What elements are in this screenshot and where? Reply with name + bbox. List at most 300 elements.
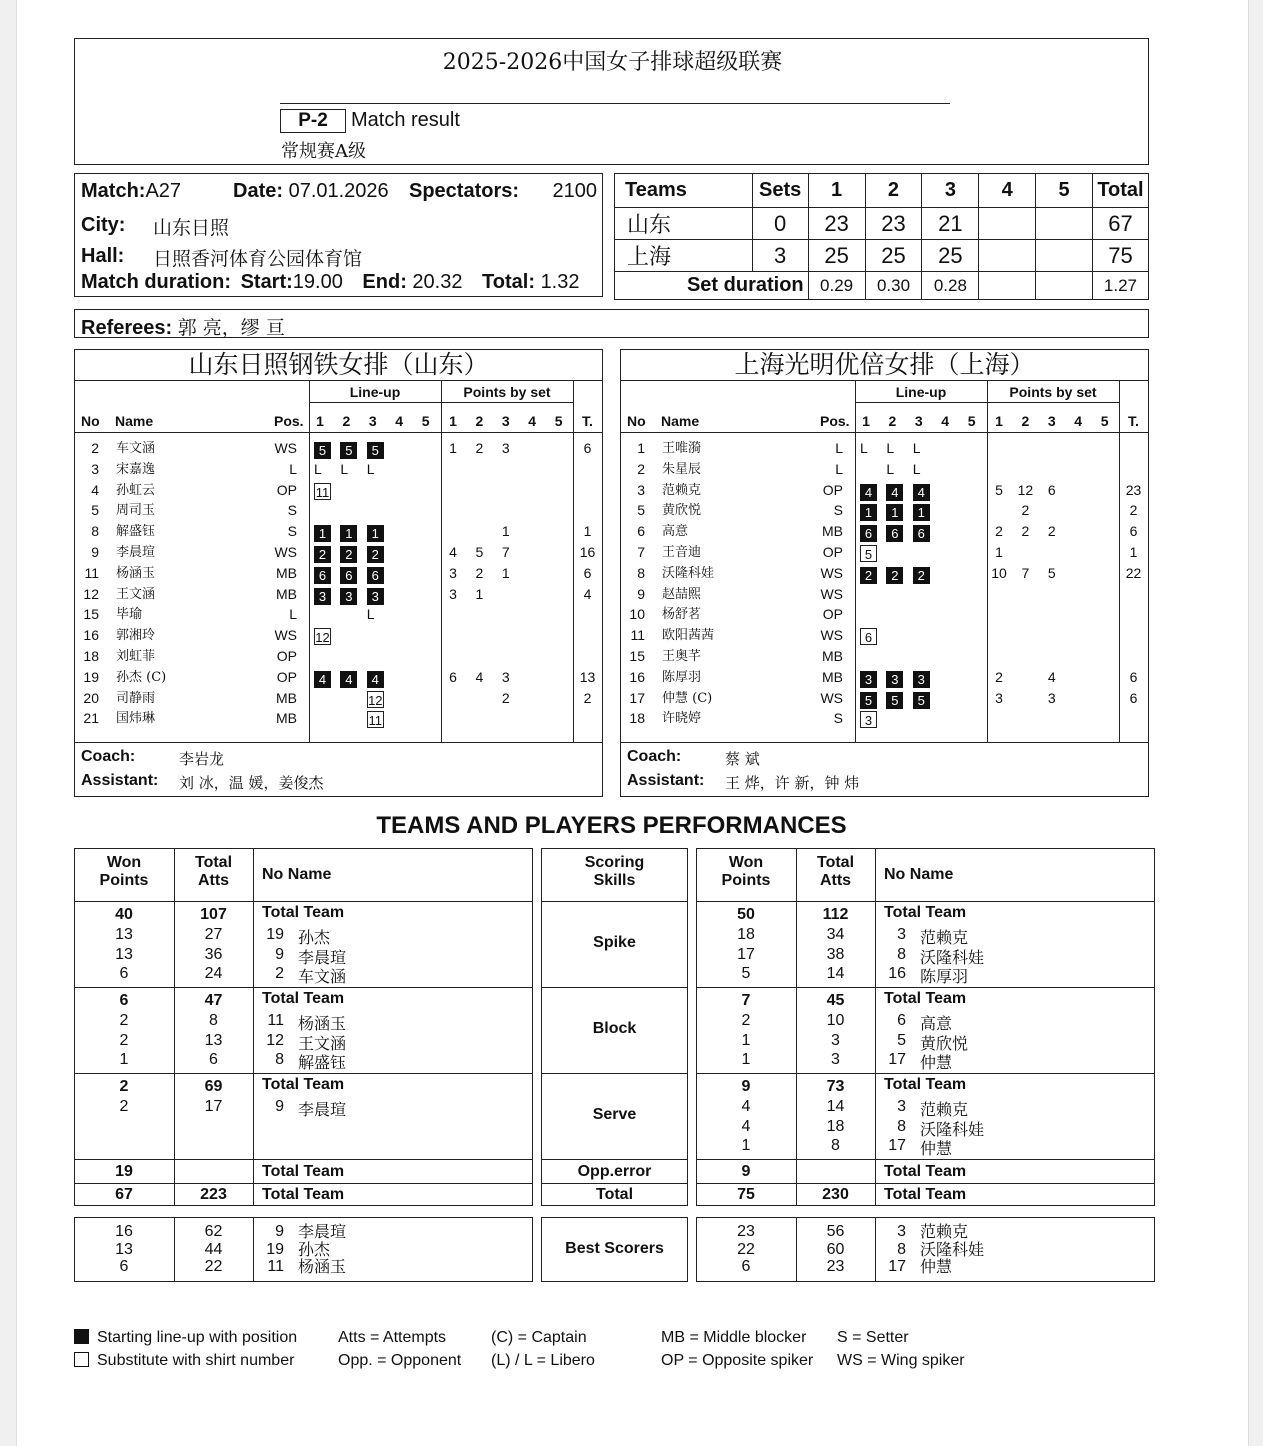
starting-position-box: 3 bbox=[314, 588, 331, 605]
player-total-points: 1 bbox=[583, 523, 592, 540]
best-shirt-number: 3 bbox=[897, 1223, 906, 1240]
player-row bbox=[621, 542, 1148, 563]
player-name: 李晨瑄 bbox=[298, 1100, 347, 1119]
player-name: 王唯漪 bbox=[662, 441, 702, 456]
opp-error-points: 9 bbox=[741, 1163, 751, 1180]
legend-mb: MB = Middle blocker bbox=[661, 1329, 807, 1346]
team-won-points: 40 bbox=[115, 906, 133, 923]
player-name: 刘虹菲 bbox=[116, 649, 156, 664]
set-points: 5 bbox=[1047, 564, 1056, 581]
best-shirt-number: 9 bbox=[275, 1223, 284, 1240]
player-total-points: 6 bbox=[583, 440, 592, 456]
row-divider bbox=[74, 1073, 533, 1074]
set-points: 2 bbox=[475, 440, 484, 456]
best-player-name: 孙杰 bbox=[298, 1239, 331, 1259]
starting-position-box: 4 bbox=[886, 484, 903, 501]
player-total-points: 2 bbox=[1129, 502, 1138, 519]
player-row bbox=[621, 646, 1148, 667]
result-total: 67 bbox=[1092, 208, 1148, 240]
date-line bbox=[233, 180, 389, 203]
points-set-col: 1 bbox=[995, 413, 1003, 429]
starting-position-box: 4 bbox=[860, 484, 877, 501]
player-row bbox=[621, 688, 1148, 709]
lineup-libero: L bbox=[912, 460, 921, 477]
substitute-number-box: 11 bbox=[315, 484, 330, 500]
roster-title-rule bbox=[75, 380, 602, 381]
roster-bottom-rule bbox=[75, 742, 602, 743]
player-name: 解盛钰 bbox=[298, 1053, 347, 1072]
match-label: Match: bbox=[81, 180, 146, 202]
player-row bbox=[75, 438, 602, 459]
player-name: 陈厚羽 bbox=[920, 967, 969, 986]
total-value: 1.32 bbox=[540, 271, 580, 293]
player-total-points: 6 bbox=[1129, 523, 1138, 540]
player-name: 李晨瑄 bbox=[298, 947, 347, 967]
won-points-header: Won Points bbox=[721, 854, 771, 889]
result-team-name: 山东 bbox=[615, 208, 753, 240]
coach-name: 李岩龙 bbox=[179, 750, 225, 768]
player-row bbox=[621, 584, 1148, 605]
legend-starting bbox=[74, 1329, 297, 1347]
player-position: L bbox=[289, 606, 297, 623]
player-shirt-number: 9 bbox=[275, 945, 284, 963]
player-shirt-number: 6 bbox=[897, 1012, 906, 1029]
lineup-libero: L bbox=[314, 460, 322, 477]
roster-title-rule bbox=[621, 380, 1148, 381]
player-won-points: 1 bbox=[741, 1137, 751, 1154]
results-col-total: Total bbox=[1092, 174, 1148, 208]
starting-position-box: 2 bbox=[913, 567, 930, 584]
lineup-libero: L bbox=[340, 460, 349, 477]
player-shirt-number: 3 bbox=[897, 1098, 906, 1115]
starting-position-box: 6 bbox=[860, 525, 877, 542]
team-won-points: 50 bbox=[737, 906, 755, 923]
set-duration bbox=[979, 272, 1036, 300]
player-position: L bbox=[835, 440, 843, 456]
player-name: 仲慧 bbox=[920, 1139, 953, 1158]
best-won-points: 22 bbox=[737, 1240, 755, 1258]
starting-position-box: 5 bbox=[913, 692, 930, 709]
player-row bbox=[621, 604, 1148, 625]
player-number: 4 bbox=[91, 481, 99, 498]
lineup-set-col: 4 bbox=[395, 413, 404, 429]
player-number: 11 bbox=[84, 564, 99, 581]
player-position: OP bbox=[822, 544, 843, 560]
player-name: 范赖克 bbox=[920, 1100, 969, 1119]
player-position: MB bbox=[276, 710, 297, 727]
player-won-points: 4 bbox=[741, 1117, 751, 1135]
best-total-atts: 60 bbox=[826, 1240, 845, 1258]
player-shirt-number: 16 bbox=[888, 965, 906, 982]
starting-position-box: 6 bbox=[913, 525, 930, 542]
set-duration: 0.28 bbox=[922, 272, 979, 300]
player-total-points: 6 bbox=[583, 564, 592, 581]
player-total-atts: 8 bbox=[831, 1137, 840, 1154]
result-set-score: 23 bbox=[808, 208, 865, 240]
player-number: 5 bbox=[91, 502, 99, 519]
row-divider bbox=[541, 1183, 688, 1184]
total-team-label: Total Team bbox=[262, 990, 345, 1007]
row-divider bbox=[74, 901, 533, 902]
player-name: 仲慧 (C) bbox=[662, 690, 713, 706]
lineup-libero: L bbox=[366, 460, 375, 477]
starting-position-box: 1 bbox=[886, 504, 903, 521]
player-number: 2 bbox=[91, 440, 99, 456]
total-atts-header: Total Atts bbox=[194, 854, 233, 889]
points-by-set-header: Points by set bbox=[463, 384, 551, 400]
player-shirt-number: 8 bbox=[275, 1051, 284, 1068]
starting-position-box: 6 bbox=[314, 567, 331, 584]
page-title: 2025-2026中国女子排球超级联赛 bbox=[442, 50, 783, 75]
result-set-score: 23 bbox=[865, 208, 922, 240]
player-row bbox=[621, 625, 1148, 646]
starting-position-box: 4 bbox=[913, 484, 930, 501]
player-total-atts: 14 bbox=[826, 1098, 845, 1115]
player-row bbox=[75, 708, 602, 729]
end-value: 20.32 bbox=[412, 271, 463, 293]
starting-position-box: 2 bbox=[340, 546, 357, 563]
starting-position-box: 6 bbox=[367, 567, 384, 584]
set-points: 2 bbox=[1047, 523, 1056, 540]
player-row bbox=[621, 480, 1148, 501]
referees-line bbox=[81, 313, 285, 340]
total-team-label: Total Team bbox=[262, 1186, 345, 1203]
player-row bbox=[621, 563, 1148, 584]
player-won-points: 1 bbox=[119, 1051, 129, 1068]
col-total: T. bbox=[1128, 413, 1139, 429]
player-row bbox=[621, 521, 1148, 542]
right-margin bbox=[1247, 0, 1263, 1446]
performance-title: TEAMS AND PLAYERS PERFORMANCES bbox=[376, 812, 847, 839]
result-set-score: 21 bbox=[922, 208, 979, 240]
result-total: 75 bbox=[1092, 240, 1148, 272]
player-total-atts: 3 bbox=[831, 1031, 840, 1049]
player-name: 王文涵 bbox=[298, 1033, 347, 1053]
lineup-set-col: 2 bbox=[888, 413, 897, 429]
starting-position-box: 1 bbox=[913, 504, 930, 521]
starting-square-icon bbox=[74, 1329, 89, 1344]
lineup-header: Line-up bbox=[895, 384, 947, 400]
player-total-atts: 24 bbox=[204, 965, 223, 982]
team-won-points: 9 bbox=[741, 1078, 751, 1095]
points-set-col: 3 bbox=[501, 413, 510, 429]
player-total-atts: 38 bbox=[826, 945, 845, 963]
team-total-atts: 45 bbox=[826, 992, 845, 1009]
player-name: 王奥芊 bbox=[662, 649, 702, 664]
player-shirt-number: 8 bbox=[897, 1117, 906, 1135]
player-total-atts: 17 bbox=[204, 1098, 223, 1115]
player-row bbox=[75, 500, 602, 521]
lineup-libero: L bbox=[860, 440, 868, 456]
player-won-points: 17 bbox=[737, 945, 755, 963]
results-col-sets: Sets bbox=[752, 174, 808, 208]
best-player-name: 李晨瑄 bbox=[298, 1222, 347, 1241]
player-won-points: 1 bbox=[741, 1031, 751, 1049]
set-points: 7 bbox=[501, 544, 510, 560]
lineup-set-col: 2 bbox=[342, 413, 351, 429]
player-number: 6 bbox=[637, 523, 645, 540]
legend-libero: (L) / L = Libero bbox=[491, 1352, 595, 1369]
starting-position-box: 2 bbox=[886, 567, 903, 584]
player-name: 解盛钰 bbox=[116, 524, 156, 540]
substitute-number-box: 12 bbox=[368, 692, 383, 708]
roster-header-rule bbox=[75, 432, 602, 433]
player-name: 高意 bbox=[920, 1014, 953, 1033]
total-label: Total bbox=[595, 1186, 634, 1203]
player-position: WS bbox=[274, 440, 297, 456]
player-position: WS bbox=[820, 689, 843, 706]
set-points: 4 bbox=[449, 544, 457, 560]
starting-position-box: 2 bbox=[367, 546, 384, 563]
set-duration-total: 1.27 bbox=[1092, 272, 1148, 300]
set-points: 4 bbox=[1047, 668, 1056, 685]
player-row bbox=[621, 438, 1148, 459]
player-number: 3 bbox=[637, 481, 645, 498]
col-no: No bbox=[81, 413, 100, 429]
best-won-points: 23 bbox=[737, 1223, 755, 1240]
lineup-libero: L bbox=[886, 460, 895, 477]
set-points: 7 bbox=[1021, 564, 1030, 581]
total-team-label: Total Team bbox=[262, 1076, 345, 1093]
row-divider bbox=[696, 1159, 1155, 1160]
result-set-score: 25 bbox=[865, 240, 922, 272]
starting-position-box: 3 bbox=[860, 671, 877, 688]
set-points: 2 bbox=[1021, 523, 1030, 540]
player-position: WS bbox=[820, 627, 843, 644]
player-shirt-number: 3 bbox=[897, 926, 906, 943]
total-team-label: Total Team bbox=[884, 1186, 967, 1203]
player-shirt-number: 2 bbox=[275, 965, 284, 982]
results-row-team-b bbox=[615, 240, 1149, 272]
lineup-cell bbox=[367, 710, 384, 731]
best-player-name: 沃隆科娃 bbox=[920, 1239, 985, 1259]
player-total-points: 6 bbox=[1129, 689, 1138, 706]
player-position: MB bbox=[276, 564, 297, 581]
player-total-atts: 27 bbox=[204, 926, 223, 943]
col-no: No bbox=[627, 413, 646, 429]
row-divider bbox=[696, 1073, 1155, 1074]
date-value: 07.01.2026 bbox=[288, 180, 389, 202]
best-total-atts: 23 bbox=[826, 1258, 845, 1275]
player-won-points: 18 bbox=[737, 926, 755, 943]
set-duration: 0.29 bbox=[808, 272, 865, 300]
best-player-name: 仲慧 bbox=[920, 1257, 953, 1276]
player-name: 杨涵玉 bbox=[116, 565, 156, 581]
player-name: 王音迪 bbox=[662, 545, 702, 560]
skill-name: Serve bbox=[592, 1106, 637, 1123]
player-total-points: 4 bbox=[583, 585, 592, 602]
player-row bbox=[75, 646, 602, 667]
player-row bbox=[75, 480, 602, 501]
player-name: 仲慧 bbox=[920, 1053, 953, 1072]
set-points: 3 bbox=[449, 564, 457, 581]
player-name: 孙虹云 bbox=[116, 482, 156, 498]
player-name: 范赖克 bbox=[662, 482, 702, 498]
team-b-roster bbox=[620, 349, 1149, 797]
player-position: OP bbox=[276, 668, 297, 685]
set-duration bbox=[1036, 272, 1093, 300]
best-scorers-divider bbox=[875, 1217, 876, 1282]
row-divider bbox=[541, 901, 688, 902]
points-set-col: 4 bbox=[1074, 413, 1083, 429]
player-name: 宋嘉逸 bbox=[116, 461, 156, 477]
starting-position-box: 5 bbox=[886, 692, 903, 709]
player-total-points: 23 bbox=[1125, 481, 1142, 498]
set-points: 6 bbox=[1047, 481, 1056, 498]
legend-opp: Opp. = Opponent bbox=[338, 1352, 462, 1369]
player-name: 沃隆科娃 bbox=[920, 947, 985, 967]
points-set-col: 2 bbox=[475, 413, 484, 429]
player-shirt-number: 9 bbox=[275, 1098, 284, 1115]
lineup-libero: L bbox=[366, 606, 375, 623]
col-pos: Pos. bbox=[274, 413, 304, 429]
best-player-name: 范赖克 bbox=[920, 1222, 969, 1241]
team-name: 山东日照钢铁女排（山东） bbox=[188, 350, 489, 379]
total-team-label: Total Team bbox=[884, 1163, 967, 1180]
hall-value: 日照香河体育公园体育馆 bbox=[153, 248, 363, 270]
starting-position-box: 2 bbox=[314, 546, 331, 563]
roster-header-rule bbox=[621, 432, 1148, 433]
skill-name: Spike bbox=[593, 934, 636, 951]
starting-position-box: 5 bbox=[340, 442, 357, 459]
col-name: Name bbox=[661, 413, 700, 429]
set-points: 1 bbox=[475, 585, 484, 602]
set-points: 1 bbox=[449, 440, 457, 456]
player-position: OP bbox=[822, 606, 843, 623]
total-team-label: Total Team bbox=[262, 1163, 345, 1180]
substitute-number-box: 6 bbox=[860, 628, 877, 645]
legend-captain: (C) = Captain bbox=[491, 1329, 587, 1346]
team-won-points: 6 bbox=[119, 992, 129, 1009]
results-header-row bbox=[615, 174, 1149, 208]
player-total-atts: 34 bbox=[826, 926, 845, 943]
referees-label: Referees: bbox=[81, 317, 173, 339]
scoring-skills-header: Scoring Skills bbox=[584, 854, 645, 889]
player-number: 3 bbox=[91, 460, 99, 477]
starting-position-box: 3 bbox=[886, 671, 903, 688]
player-shirt-number: 11 bbox=[267, 1012, 284, 1029]
player-name: 国炜琳 bbox=[116, 711, 156, 727]
phase-label: 常规赛A级 bbox=[281, 141, 366, 162]
player-row bbox=[75, 604, 602, 625]
player-position: OP bbox=[276, 481, 297, 498]
player-number: 15 bbox=[83, 606, 99, 623]
starting-position-box: 1 bbox=[340, 525, 357, 542]
duration-line bbox=[81, 271, 580, 294]
result-set-score bbox=[979, 240, 1036, 272]
coach-name: 蔡 斌 bbox=[725, 750, 760, 768]
legend-substitute bbox=[74, 1352, 294, 1370]
doc-name: Match result bbox=[351, 109, 460, 131]
end-label: End: bbox=[362, 271, 407, 293]
assistant-label: Assistant: bbox=[627, 772, 705, 789]
player-number: 10 bbox=[629, 606, 645, 623]
total-won-points: 67 bbox=[115, 1186, 133, 1203]
opp-error-label: Opp.error bbox=[577, 1163, 652, 1180]
set-points: 12 bbox=[1017, 481, 1034, 498]
best-total-atts: 56 bbox=[826, 1223, 845, 1240]
player-position: OP bbox=[822, 481, 843, 498]
starting-position-box: 2 bbox=[860, 567, 877, 584]
city-value: 山东日照 bbox=[153, 217, 230, 239]
result-set-score: 25 bbox=[808, 240, 865, 272]
total-team-label: Total Team bbox=[262, 904, 345, 921]
lineup-set-col: 1 bbox=[316, 413, 324, 429]
player-position: MB bbox=[276, 585, 297, 602]
start-label: Start: bbox=[240, 271, 293, 293]
player-row bbox=[75, 459, 602, 480]
city-label: City: bbox=[81, 214, 126, 236]
player-position: S bbox=[833, 710, 843, 727]
set-points: 2 bbox=[1021, 502, 1030, 519]
player-won-points: 6 bbox=[119, 965, 129, 982]
player-row bbox=[621, 500, 1148, 521]
player-name: 杨舒茗 bbox=[662, 607, 702, 623]
starting-position-box: 6 bbox=[886, 525, 903, 542]
player-won-points: 2 bbox=[741, 1012, 751, 1029]
starting-position-box: 3 bbox=[340, 588, 357, 605]
spectators-label: Spectators: bbox=[409, 180, 520, 202]
player-position: S bbox=[287, 502, 297, 519]
player-number: 5 bbox=[637, 502, 645, 519]
player-total-points: 1 bbox=[1129, 544, 1138, 560]
player-name: 沃隆科娃 bbox=[662, 565, 715, 581]
starting-position-box: 1 bbox=[314, 525, 331, 542]
skill-name: Block bbox=[592, 1020, 637, 1037]
no-name-header: No Name bbox=[262, 866, 332, 883]
player-name: 高意 bbox=[662, 524, 689, 540]
player-shirt-number: 19 bbox=[266, 926, 284, 943]
best-won-points: 16 bbox=[115, 1223, 133, 1240]
total-team-label: Total Team bbox=[884, 990, 967, 1007]
player-total-points: 16 bbox=[579, 544, 596, 560]
row-divider bbox=[696, 987, 1155, 988]
starting-position-box: 6 bbox=[340, 567, 357, 584]
set-points: 5 bbox=[995, 481, 1003, 498]
lineup-set-col: 3 bbox=[914, 413, 923, 429]
set-points: 2 bbox=[475, 564, 484, 581]
match-number: A27 bbox=[145, 180, 182, 202]
player-position: WS bbox=[274, 544, 297, 560]
player-shirt-number: 5 bbox=[897, 1031, 906, 1049]
player-won-points: 2 bbox=[119, 1031, 129, 1049]
result-set-score: 25 bbox=[922, 240, 979, 272]
player-position: L bbox=[289, 460, 297, 477]
left-margin bbox=[0, 0, 16, 1446]
team-a-roster bbox=[74, 349, 603, 797]
player-name: 孙杰 (C) bbox=[116, 669, 167, 685]
lineup-header: Line-up bbox=[349, 384, 401, 400]
points-set-col: 3 bbox=[1047, 413, 1056, 429]
legend-starting-text: Starting line-up with position bbox=[97, 1329, 298, 1346]
points-set-col: 1 bbox=[449, 413, 457, 429]
set-duration-label: Set duration bbox=[615, 272, 809, 300]
player-shirt-number: 17 bbox=[888, 1137, 906, 1154]
player-number: 11 bbox=[630, 627, 645, 644]
player-name: 车文涵 bbox=[116, 441, 156, 456]
set-points: 3 bbox=[1047, 689, 1056, 706]
total-atts: 230 bbox=[822, 1186, 849, 1203]
player-number: 2 bbox=[637, 460, 645, 477]
best-scorers-label: Best Scorers bbox=[565, 1240, 664, 1257]
referees-value: 郭 亮，缪 亘 bbox=[177, 317, 285, 339]
assistant-names: 刘 冰，温 媛，姜俊杰 bbox=[179, 774, 324, 792]
set-points: 1 bbox=[501, 523, 510, 540]
player-total-atts: 14 bbox=[826, 965, 845, 982]
best-won-points: 6 bbox=[741, 1258, 751, 1275]
substitute-number-box: 3 bbox=[860, 711, 877, 728]
team-won-points: 7 bbox=[741, 992, 751, 1009]
